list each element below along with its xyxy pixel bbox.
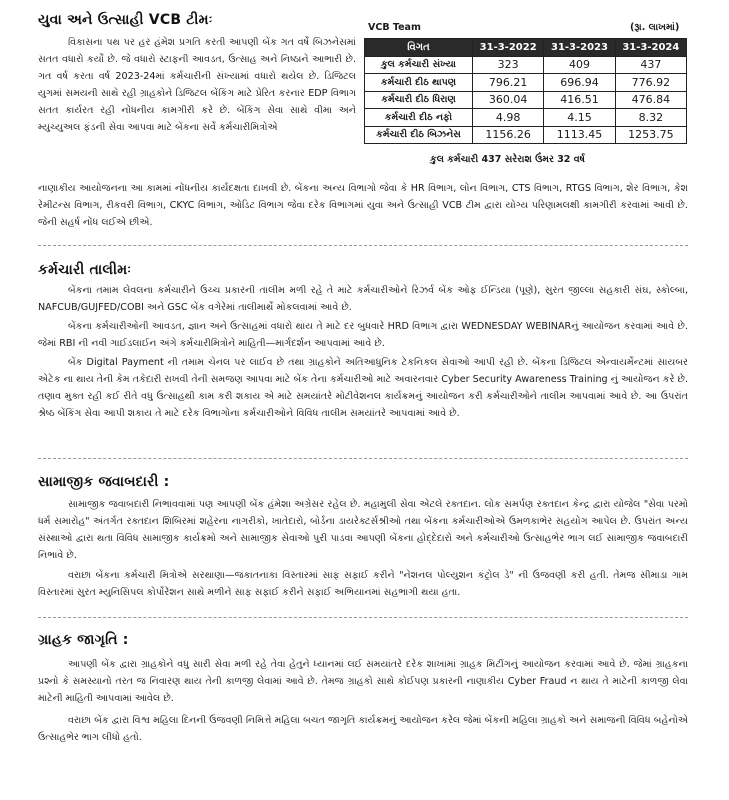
social-paragraph-1: સામાજીક જવાબદારી નિભાવવામાં પણ આપણી બેંક હંમેશા અગ્રેસર રહેલ છે. મહામુલી સેવા એટલે રક્તદાન. લોક સમર્પણ રક્તદાન કેન્દ્ર દ્વારા યોજેલ "સેવા પરમો ધર્મ સમારોહ" અંતર્ગત રક્તદાન શિબિરમાં શહેરના નાગરીકો, ખાતેદારો, બોર્ડના ડાયરેક્ટર્સશ્રીઓ તથા બેંકના કર્મચારીઓએ ઉમળકાભેર સહયોગ આપેલ છે. ઉપરાંત અન્ય સંસ્થાઓ દ્વારા થતા વિવિધ સામાજીક કાર્યક્રમો અને સામાજીક સેવાઓ પુરી પાડવા આપણી બેંકના હોદ્દેદારો અને કર્મચારીઓ ઉત્સાહભેર ભાગ લઈ સામાજીક જવાબદારી નિભાવે છે. bbox=[38, 499, 688, 561]
table-row bbox=[365, 109, 687, 127]
table-row bbox=[365, 91, 687, 109]
table-cell: 360.04 bbox=[473, 91, 544, 109]
table-header-row bbox=[365, 39, 687, 57]
table-cell-label: કર્મચારી દીઠ બિઝનેસ bbox=[365, 126, 473, 144]
table-cell-label: કુલ કર્મચારી સંખ્યા bbox=[365, 56, 473, 74]
training-paragraph-3: બેંક Digital Payment ની તમામ ચેનલ પર લાઈવ છે તથા ગ્રાહકોને અતિઆધુનિક ટેકનિકલ સેવાઓ આપી રહી છે. બેંકના ડિજિટલ એન્વાયર્મેન્ટમાં સાયબર એટેક ના થાય તેની કેમ તકેદારી રાખવી તેની સમજણ આપવા માટે બેંક તેના કર્મચારીઓ માટે અવારનવાર Cyber Security Awareness Training નું આયોજન કરે છે. તણાવ મુક્ત રહી કઈ રીતે વધુ ઉત્સાહથી કામ કરી શકાય એ માટે સમયાંતરે મોટીવેશનલ કાર્યક્રમનું આયોજન કરી કર્મચારીઓને તાલીમ આપવામાં આવે છે. આ ઉપરાંત શ્રેષ્ઠ બેંકિંગ સેવા આપી શકાય તે માટે દરેક વિભાગોના કર્મચારીઓને વિવિધ તાલીમ સમયાંતરે આપવામાં આવે છે. bbox=[38, 357, 688, 419]
section-title-customer-awareness: ગ્રાહક જાગૃતિ : bbox=[38, 632, 129, 648]
table-row bbox=[365, 56, 687, 74]
vcb-team-table bbox=[364, 38, 687, 144]
table-cell: 416.51 bbox=[544, 91, 615, 109]
training-paragraph-1: બેંકના તમામ લેવલના કર્મચારીને ઉચ્ચ પ્રકારની તાલીમ મળી રહે તે માટે કર્મચારીઓને રિઝર્વ બેંક ઓફ ઈન્ડિયા (પૂણે), સુરત જીલ્લા સહકારી સંઘ, સ્કોલ્બા, NAFCUB/GUJFED/COBI અને GSC બેંક વગેરેમાં તાલીમાર્થે મોકલવામાં આવે છે. bbox=[38, 285, 688, 313]
table-cell: 776.92 bbox=[615, 74, 686, 92]
table-row bbox=[365, 74, 687, 92]
table-cell-label: કર્મચારી દીઠ થાપણ bbox=[365, 74, 473, 92]
awareness-paragraph-2: વરાછા બેંક દ્વારા વિશ્વ મહિલા દિનની ઉજવણી નિમિત્તે મહિલા બચત જાગૃતિ કાર્યક્રમનું આયોજન કરેલ જેમાં બેંકની મહિલા ગ્રાહકો અને સમાજની વિવિધ બહેનોએ ઉત્સાહભેર ભાગ લીધો હતો. bbox=[38, 715, 688, 743]
table-cell: 476.84 bbox=[615, 91, 686, 109]
table-cell: 1113.45 bbox=[544, 126, 615, 144]
table-row bbox=[365, 126, 687, 144]
section-divider bbox=[38, 617, 688, 618]
table-cell-label: કર્મચારી દીઠ ધિરાણ bbox=[365, 91, 473, 109]
section-title-vcb-team: યુવા અને ઉત્સાહી VCB ટીમઃ bbox=[38, 12, 213, 28]
table-cell: 437 bbox=[615, 56, 686, 74]
social-paragraph-2: વરાછા બેંકના કર્મચારી મિત્રોએ સરથાણા—જકાતનાકા વિસ્તારમાં સાફ સફાઈ કરીને "નેશનલ પોલ્યુશન કંટ્રોલ ડે" ની ઉજવણી કરી હતી. તેમજ સીમાડા ગામ વિસ્તારમાં સુરત મ્યુનિસિપલ કોર્પોરેશન સાથે મળીને સાફ સફાઈ કરીને સફાઈ અભિયાનમાં સહભાગી થયા હતા. bbox=[38, 570, 688, 598]
table-cell: 409 bbox=[544, 56, 615, 74]
table-unit-label: (રૂા. લાખમાં) bbox=[630, 22, 680, 33]
table-cell: 4.15 bbox=[544, 109, 615, 127]
table-caption: VCB Team bbox=[368, 22, 421, 33]
table-cell: 1156.26 bbox=[473, 126, 544, 144]
vcb-team-intro-paragraph: વિકાસના પથ પર હર હંમેશ પ્રગતિ કરતી આપણી બેંક ગત વર્ષે બિઝનેસમાં સતત વધારો કર્યો છે. જે વધારો સ્ટાફની આવડત, ઉત્સાહ અને નિષ્ઠાને આભારી છે. ગત વર્ષ કરતા વર્ષ 2023-24માં કર્મચારીની સંખ્યામાં વધારો થયેલ છે. ડિજિટલ યુગમાં સમયની સાથે રહી ગ્રાહકોને ડિજિટલ બેંકિંગ માટે પ્રેરિત કરનાર EDP વિભાગ સતત કાર્યરત રહી નોંધનીય કામગીરી કરે છે. બેંકિંગ સેવા સાથે વીમા અને મ્યુચ્યુઅલ ફંડની સેવા આપવા માટે બેંકના સર્વે કર્મચારીમિત્રોએ bbox=[38, 37, 356, 133]
vcb-team-continued-paragraph: નાણાકીય આયોજનના આ કામમાં નોંધનીય કાર્યદક્ષતા દાખવી છે. બેંકના અન્ય વિભાગો જેવા કે HR વિભાગ, લોન વિભાગ, CTS વિભાગ, RTGS વિભાગ, શેર વિભાગ, કેશ રેમીટન્સ વિભાગ, રીકવરી વિભાગ, CKYC વિભાગ, ઓડિટ વિભાગ જેવા દરેક વિભાગમાં યુવા અને ઉત્સાહી VCB ટીમ દ્વારા યોગ્ય પરિણામલક્ષી કામગીરી કરવામાં આવી છે. જેની સહર્ષ નોંધ લઈએ છીએ. bbox=[38, 183, 688, 228]
table-footer-note: કુલ કર્મચારી 437 સરેરાશ ઉંમર 32 વર્ષ bbox=[430, 154, 585, 165]
table-header-cell: 31-3-2022 bbox=[473, 39, 544, 57]
section-divider bbox=[38, 458, 688, 459]
awareness-paragraph-1: આપણી બેંક દ્વારા ગ્રાહકોને વધુ સારી સેવા મળી રહે તેવા હેતુને ધ્યાનમાં લઈ સમયાંતરે દરેક શાખામાં ગ્રાહક મિટીંગનું આયોજન કરવામાં આવે છે. જેમાં ગ્રાહકના પ્રશ્નો કે સમસ્યાનો તરત જ નિવારણ થાય તેની કાળજી લેવામાં આવે છે. તેમજ ગ્રાહકો સાથે કોઈપણ પ્રકારની નાણાકીય Cyber Fraud ન થાય તે માટેની કાળજી લેવા માટેની માહિતી આપવામાં આવેલ છે. bbox=[38, 659, 688, 704]
table-cell: 8.32 bbox=[615, 109, 686, 127]
table-cell: 696.94 bbox=[544, 74, 615, 92]
table-header-cell: 31-3-2024 bbox=[615, 39, 686, 57]
table-cell: 4.98 bbox=[473, 109, 544, 127]
table-header-cell: 31-3-2023 bbox=[544, 39, 615, 57]
section-divider bbox=[38, 245, 688, 246]
table-cell: 1253.75 bbox=[615, 126, 686, 144]
table-cell: 796.21 bbox=[473, 74, 544, 92]
table-cell-label: કર્મચારી દીઠ નફો bbox=[365, 109, 473, 127]
table-cell: 323 bbox=[473, 56, 544, 74]
section-title-employee-training: કર્મચારી તાલીમઃ bbox=[38, 262, 132, 278]
table-header-cell: વિગત bbox=[365, 39, 473, 57]
section-title-social-responsibility: સામાજીક જવાબદારી : bbox=[38, 474, 170, 490]
training-paragraph-2: બેંકના કર્મચારીઓની આવડત, જ્ઞાન અને ઉત્સાહમાં વધારો થાય તે માટે દર બુધવારે HRD વિભાગ દ્વારા WEDNESDAY WEBINARનું આયોજન કરવામાં આવે છે. જેમાં RBI ની નવી ગાઈડલાઈન અંગે કર્મચારીમિત્રોને માહિતી—માર્ગદર્શન આપવામાં આવે છે. bbox=[38, 321, 688, 349]
